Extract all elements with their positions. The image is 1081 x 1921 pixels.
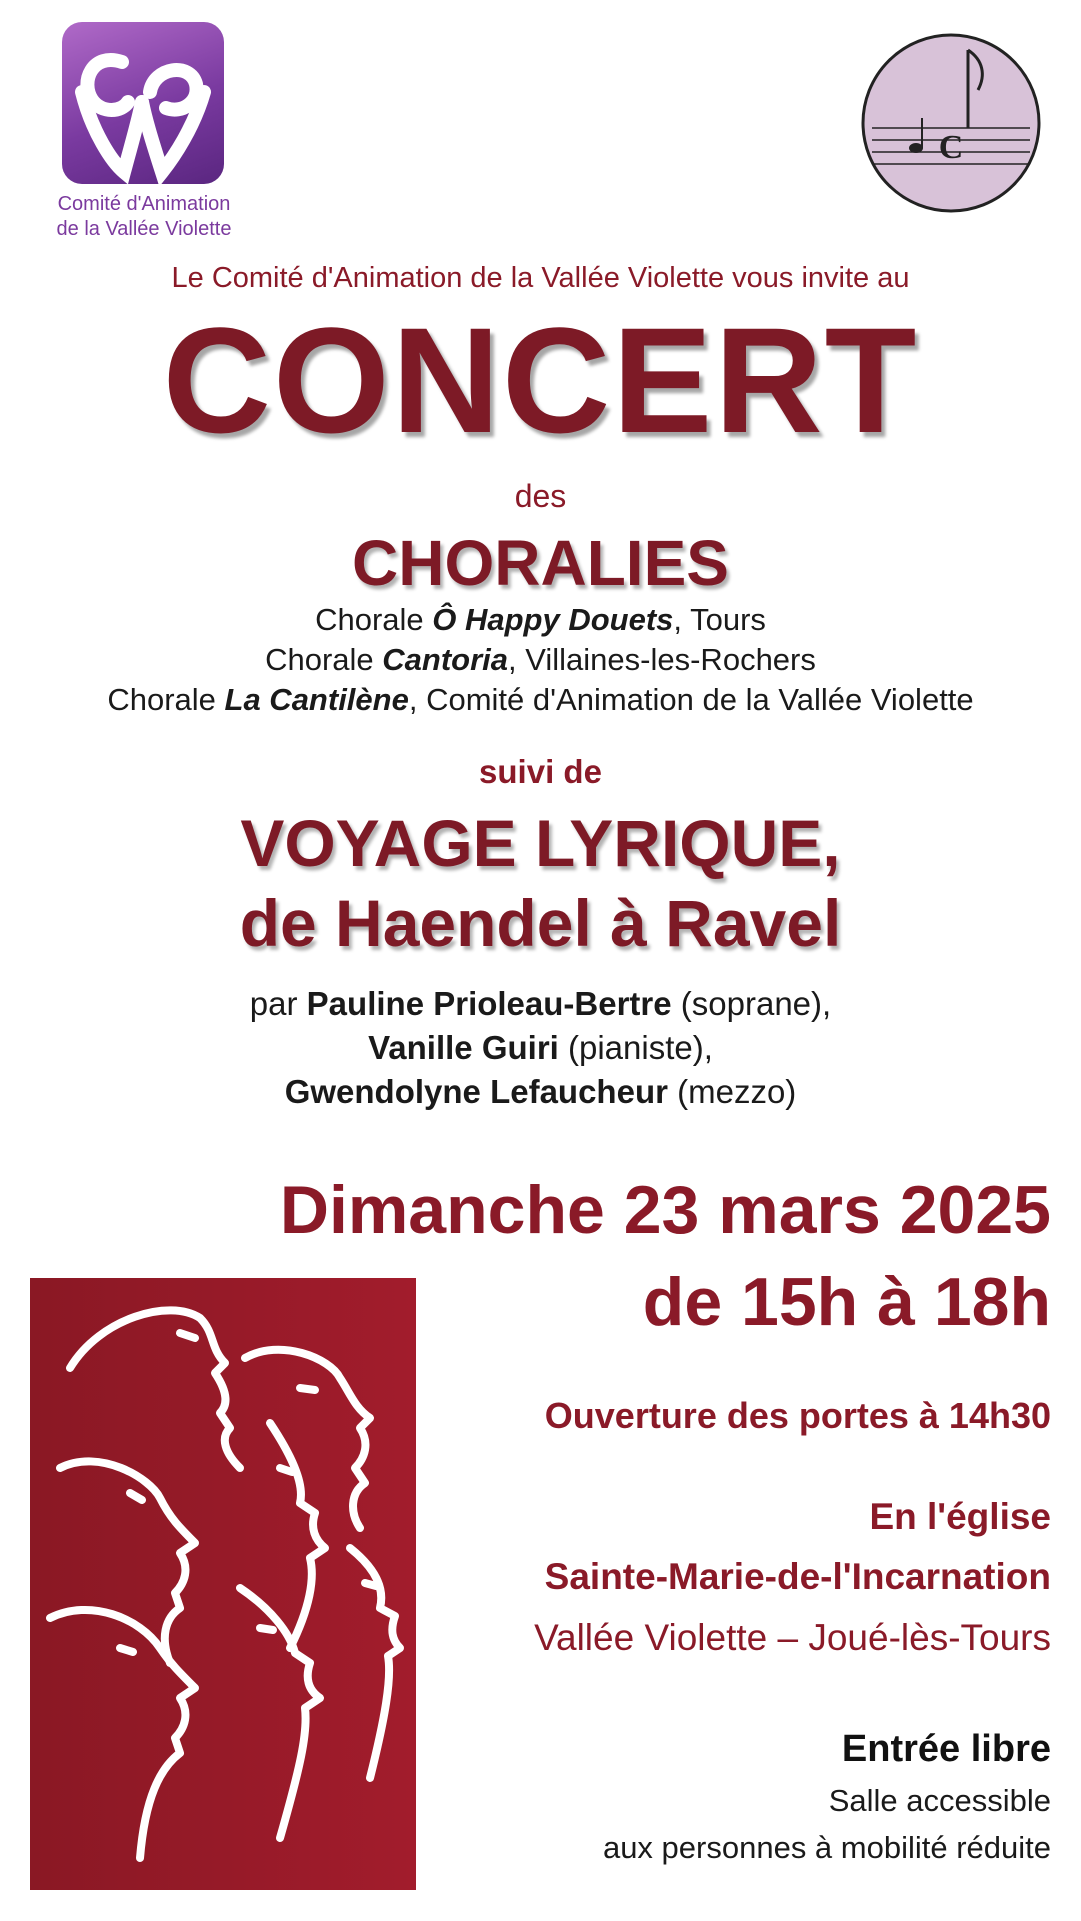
performer-name: Pauline Prioleau-Bertre: [306, 985, 672, 1022]
performer-name: Gwendolyne Lefaucheur: [284, 1073, 668, 1110]
event-time: de 15h à 18h: [642, 1264, 1051, 1340]
cantilene-logo: [858, 30, 1044, 216]
free-entry: Entrée libre: [841, 1728, 1051, 1770]
chorale-location: , Tours: [673, 602, 766, 637]
performer-role: (mezzo): [667, 1073, 797, 1110]
performers-list: [0, 982, 1081, 1114]
cantilene-seal-icon: [858, 30, 1044, 216]
event-date: Dimanche 23 mars 2025: [279, 1172, 1051, 1248]
concert-title: CONCERT: [162, 296, 919, 464]
performer-role: (soprane),: [671, 985, 832, 1022]
chorale-prefix: Chorale: [265, 642, 383, 677]
des-word: des: [514, 478, 567, 514]
chorale-line: [0, 600, 1081, 640]
chorale-name: Cantoria: [382, 642, 509, 677]
performer-line: [0, 1070, 1081, 1114]
cavv-caption-line1: Comité d'Animation: [57, 193, 231, 215]
chorale-name: La Cantilène: [224, 682, 409, 717]
chorale-name: Ô Happy Douets: [432, 602, 674, 637]
performer-prefix: par: [249, 985, 307, 1022]
performer-line: [0, 1026, 1081, 1070]
singing-faces-icon: [30, 1278, 416, 1890]
accessibility-line2: aux personnes à mobilité réduite: [602, 1830, 1051, 1865]
chorales-list: [0, 600, 1081, 720]
cavv-logo-mark: [62, 22, 224, 184]
chorale-location: , Comité d'Animation de la Vallée Violette: [408, 682, 974, 717]
performer-line: [0, 982, 1081, 1026]
venue-location: Vallée Violette – Joué-lès-Tours: [534, 1617, 1051, 1658]
invite-line: Le Comité d'Animation de la Vallée Violette vous invite au: [171, 262, 910, 294]
svg-text:C: C: [938, 129, 964, 166]
venue-line1: En l'église: [869, 1496, 1051, 1537]
cavv-logo-caption: [30, 192, 258, 242]
choir-faces-artwork: [30, 1278, 416, 1890]
chorale-location: , Villaines-les-Rochers: [508, 642, 816, 677]
cavv-logo: [62, 22, 224, 184]
performer-name: Vanille Guiri: [368, 1029, 559, 1066]
chorale-line: [0, 640, 1081, 680]
cavv-caption-line2: de la Vallée Violette: [56, 218, 232, 240]
chorale-line: [0, 680, 1081, 720]
doors-opening: Ouverture des portes à 14h30: [544, 1395, 1051, 1436]
voyage-title-line1: VOYAGE LYRIQUE,: [240, 806, 841, 880]
choralies-title: CHORALIES: [352, 527, 729, 599]
voyage-title-line2: de Haendel à Ravel: [239, 886, 842, 960]
chorale-prefix: Chorale: [315, 602, 433, 637]
venue-line2: Sainte-Marie-de-l'Incarnation: [544, 1556, 1051, 1597]
accessibility-line1: Salle accessible: [828, 1783, 1051, 1818]
performer-role: (pianiste),: [558, 1029, 713, 1066]
chorale-prefix: Chorale: [107, 682, 225, 717]
suivi-de: suivi de: [479, 753, 602, 790]
